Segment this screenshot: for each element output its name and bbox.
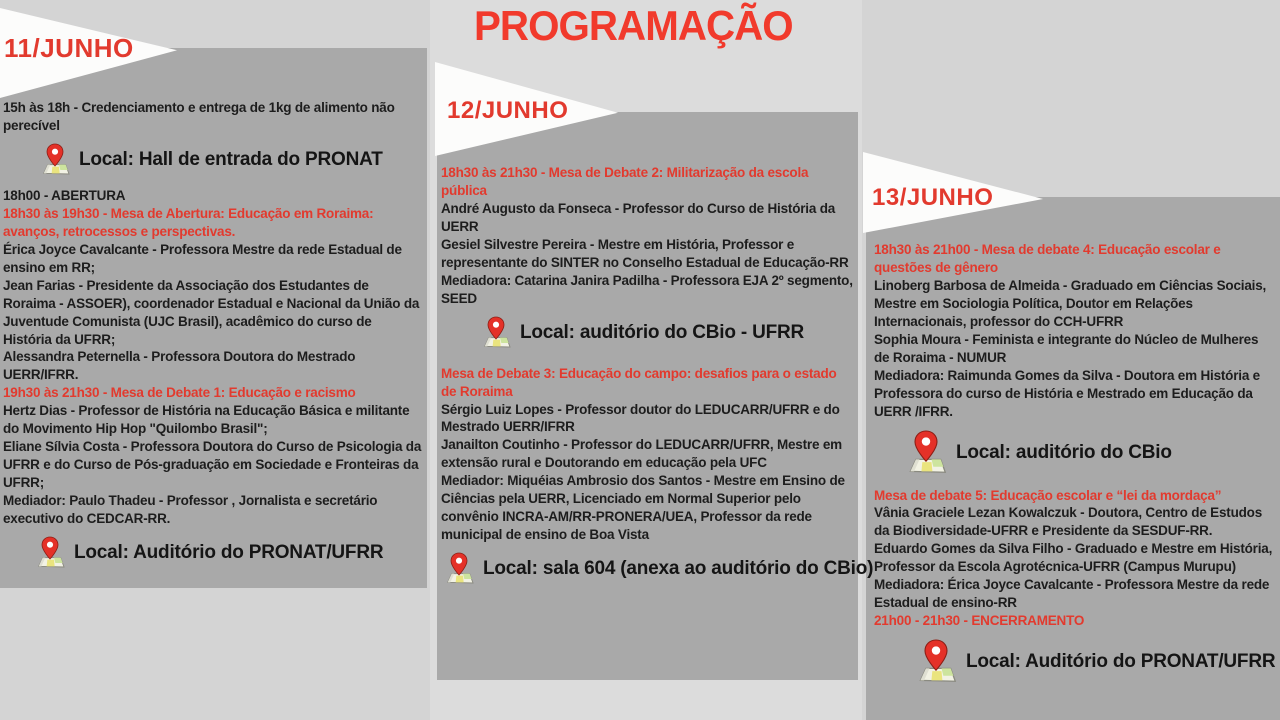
location-row bbox=[34, 535, 423, 571]
session-heading: 18h30 às 21h00 - Mesa de debate 4: Educação escolar e questões de gênero bbox=[874, 242, 1221, 275]
schedule-item: Eliane Sílvia Costa - Professora Doutora do Curso de Psicologia da UFRR e do Curso de Pós-graduação em Sociedade e Fronteiras da UFRR; bbox=[3, 439, 422, 491]
schedule-day-12 bbox=[441, 164, 874, 596]
session-heading: 19h30 às 21h30 - Mesa de Debate 1: Educação e racismo bbox=[3, 385, 356, 401]
location-row bbox=[904, 428, 1276, 478]
location-pin-icon bbox=[914, 637, 958, 687]
schedule-item: Jean Farias - Presidente da Associação dos Estudantes de Roraima - ASSOER), coordenador Estadual e Nacional da União da Juventude Comunista (UJC Brasil), acadêmico do curso de História da UFRR; bbox=[3, 277, 420, 347]
session-heading: Mesa de Debate 3: Educação do campo: desafios para o estado de Roraima bbox=[441, 365, 837, 399]
location-row bbox=[914, 637, 1276, 687]
session-heading: 18h30 às 21h30 - Mesa de Debate 2: Militarização da escola pública bbox=[441, 165, 809, 198]
location-label: Local: auditório do CBio bbox=[956, 441, 1172, 463]
location-label: Local: Auditório do PRONAT/UFRR bbox=[966, 651, 1276, 673]
schedule-item: Janailton Coutinho - Professor do LEDUCARR/UFRR, Mestre em extensão rural e Doutorando em educação pela UFC bbox=[441, 437, 842, 471]
schedule-item: 15h às 18h - Credenciamento e entrega de 1kg de alimento não perecível bbox=[3, 100, 395, 133]
schedule-item: Mediadora: Catarina Janira Padilha - Professora EJA 2º segmento, SEED bbox=[441, 272, 853, 306]
schedule-item: Eduardo Gomes da Silva Filho - Graduado e Mestre em História, Professor da Escola Agrotécnica-UFRR (Campus Murupu) bbox=[874, 541, 1273, 575]
session-heading: 21h00 - 21h30 - ENCERRAMENTO bbox=[874, 613, 1085, 629]
location-pin-icon bbox=[39, 142, 71, 178]
schedule-item: Mediadora: Raimunda Gomes da Silva - Doutora em História e Professora do curso de História e Mestrado em Educação da UERR /IFRR. bbox=[874, 367, 1260, 419]
schedule-item: 18h00 - ABERTURA bbox=[3, 187, 126, 203]
schedule-item: André Augusto da Fonseca - Professor do Curso de História da UERR bbox=[441, 200, 836, 234]
session-heading: 18h30 às 19h30 - Mesa de Abertura: Educação em Roraima: avanços, retrocessos e perspectivas. bbox=[3, 205, 374, 239]
schedule-item: Mediador: Miquéias Ambrosio dos Santos - Mestre em Ensino de Ciências pela UERR, Licenciado em Normal Superior pelo convênio INCRA-AM/RR-PRONERA/UEA, Professor da rede municipal de ensino de Boa Vista bbox=[441, 473, 845, 543]
location-pin-icon bbox=[904, 428, 948, 478]
date-heading-12-junho: 12/JUNHO bbox=[447, 97, 569, 124]
location-label: Local: auditório do CBio - UFRR bbox=[520, 321, 805, 343]
location-row bbox=[39, 142, 423, 178]
location-pin-icon bbox=[443, 551, 475, 587]
schedule-item: Mediadora: Érica Joyce Cavalcante - Professora Mestre da rede Estadual de ensino-RR bbox=[874, 577, 1270, 611]
location-pin-icon bbox=[480, 315, 512, 351]
schedule-day-11 bbox=[3, 99, 423, 580]
location-label: Local: Auditório do PRONAT/UFRR bbox=[74, 542, 384, 564]
schedule-item: Alessandra Peternella - Professora Doutora do Mestrado UERR/IFRR. bbox=[3, 349, 356, 383]
location-row bbox=[480, 315, 855, 351]
schedule-item: Gesiel Silvestre Pereira - Mestre em História, Professor e representante do SINTER no Conselho Estadual de Educação-RR bbox=[441, 236, 849, 270]
schedule-item: Vânia Graciele Lezan Kowalczuk - Doutora, Centro de Estudos da Biodiversidade-UFRR e Presidente da SESDUF-RR. bbox=[874, 505, 1263, 539]
schedule-item: Sophia Moura - Feminista e integrante do Núcleo de Mulheres de Roraima - NUMUR bbox=[874, 331, 1259, 365]
location-label: Local: Hall de entrada do PRONAT bbox=[79, 148, 383, 170]
poster-title: PROGRAMAÇÃO bbox=[474, 2, 793, 49]
date-heading-11-junho: 11/JUNHO bbox=[4, 33, 134, 63]
schedule-item: Linoberg Barbosa de Almeida - Graduado em Ciências Sociais, Mestre em Sociologia Política, Doutor em Relações Internacionais, professor do CCH-UFRR bbox=[874, 277, 1267, 329]
session-heading: Mesa de debate 5: Educação escolar e “lei da mordaça” bbox=[874, 487, 1222, 503]
location-row bbox=[443, 551, 874, 587]
schedule-day-13 bbox=[874, 241, 1276, 696]
location-label: Local: sala 604 (anexa ao auditório do CBio) bbox=[483, 558, 874, 580]
schedule-item: Érica Joyce Cavalcante - Professora Mestre da rede Estadual de ensino em RR; bbox=[3, 241, 402, 275]
location-pin-icon bbox=[34, 535, 66, 571]
schedule-item: Mediador: Paulo Thadeu - Professor , Jornalista e secretário executivo do CEDCAR-RR. bbox=[3, 493, 378, 527]
date-heading-13-junho: 13/JUNHO bbox=[872, 184, 994, 211]
schedule-item: Sérgio Luiz Lopes - Professor doutor do LEDUCARR/UFRR e do Mestrado UERR/IFRR bbox=[441, 401, 840, 435]
schedule-item: Hertz Dias - Professor de História na Educação Básica e militante do Movimento Hip Hop "Quilombo Brasil"; bbox=[3, 403, 410, 437]
